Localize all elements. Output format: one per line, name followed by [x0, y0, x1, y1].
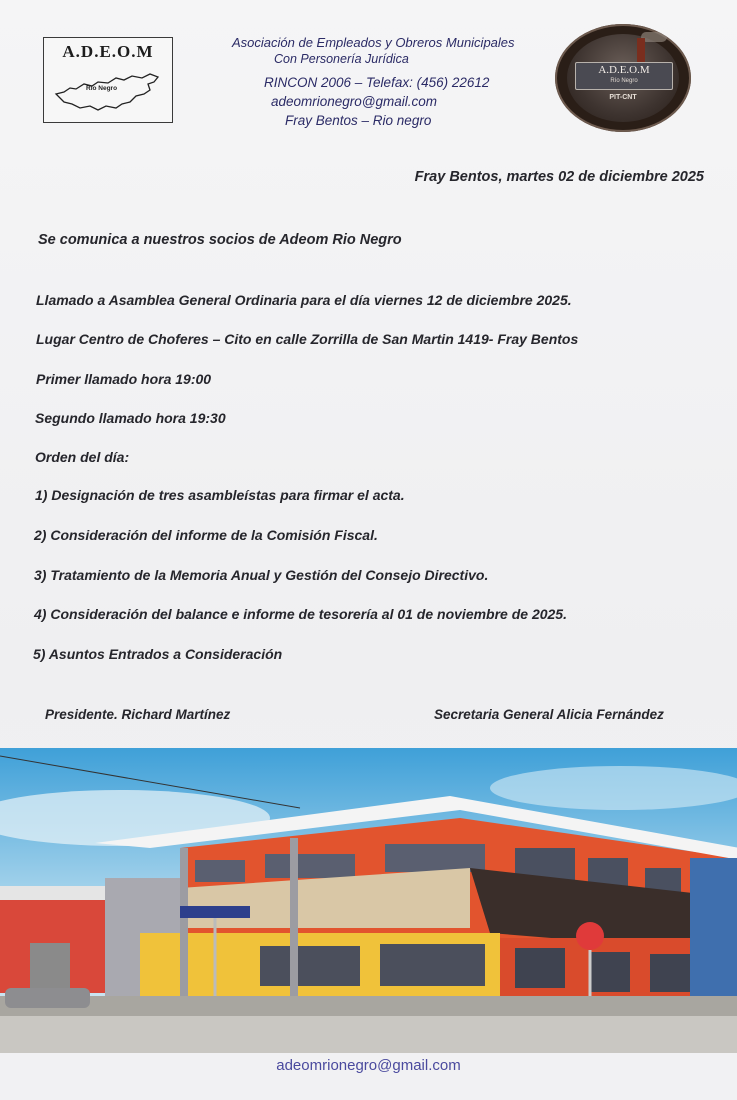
header-email: adeomrionegro@gmail.com [271, 94, 438, 109]
meeting-place: Lugar Centro de Choferes – Cito en calle Zorrilla de San Martin 1419- Fray Bentos [36, 331, 579, 347]
org-name: Asociación de Empleados y Obreros Municipales [232, 35, 515, 50]
agenda-item: 3) Tratamiento de la Memoria Anual y Gestión del Consejo Directivo. [34, 567, 489, 583]
seal-acronym: A.D.E.O.M [598, 64, 650, 76]
building-illustration [0, 748, 737, 1053]
agenda-item: 5) Asuntos Entrados a Consideración [33, 646, 283, 662]
footer-email-link[interactable]: adeomrionegro@gmail.com [276, 1057, 461, 1074]
letterhead [222, 33, 532, 130]
header-city: Fray Bentos – Rio negro [285, 113, 432, 128]
logo-region: Rio Negro [86, 85, 118, 92]
seal-banner [575, 62, 673, 90]
pit-cnt-badge: PIT-CNT [609, 94, 637, 101]
secretary-signature: Secretaria General Alicia Fernández [434, 707, 664, 722]
logo-acronym: A.D.E.O.M [62, 42, 154, 61]
intro-line: Se comunica a nuestros socios de Adeom Rio Negro [38, 232, 402, 248]
adeom-logo [43, 37, 173, 123]
president-signature: Presidente. Richard Martínez [45, 707, 231, 722]
agenda-item: 4) Consideración del balance e informe de tesorería al 01 de noviembre de 2025. [34, 606, 567, 622]
first-call-time: Primer llamado hora 19:00 [36, 371, 212, 387]
legal-status: Con Personería Jurídica [274, 52, 409, 66]
address-phone: RINCON 2006 – Telefax: (456) 22612 [264, 75, 490, 90]
second-call-time: Segundo llamado hora 19:30 [35, 410, 226, 426]
assembly-call: Llamado a Asamblea General Ordinaria para el día viernes 12 de diciembre 2025. [36, 292, 572, 308]
agenda-item: 2) Consideración del informe de la Comisión Fiscal. [34, 527, 378, 543]
union-seal [555, 24, 691, 132]
building-photo [0, 748, 737, 1053]
agenda-title: Orden del día: [35, 449, 130, 465]
seal-region: Río Negro [610, 78, 638, 84]
chimney-shape [637, 38, 645, 64]
date-line: Fray Bentos, martes 02 de diciembre 2025 [414, 169, 704, 185]
agenda-item: 1) Designación de tres asambleístas para firmar el acta. [35, 487, 405, 503]
